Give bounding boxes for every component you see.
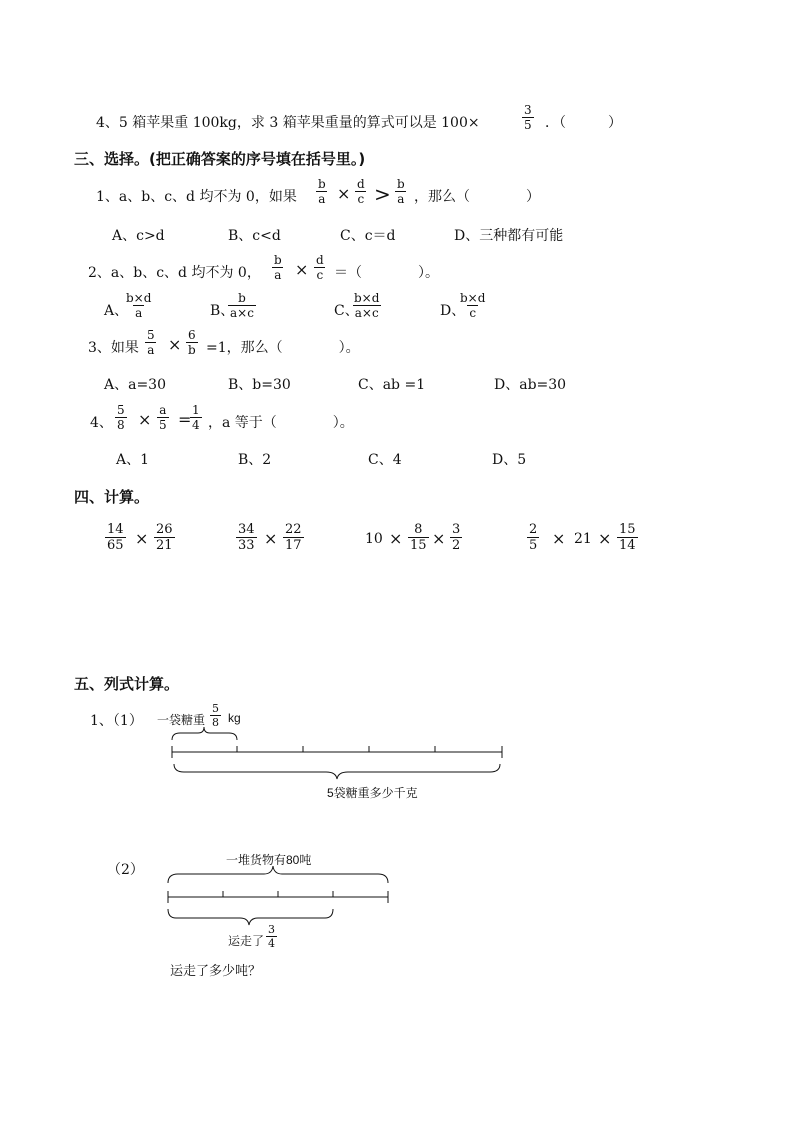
times-sign: × bbox=[389, 529, 403, 548]
choice-3-option-a[interactable]: A、a=30 bbox=[104, 377, 167, 393]
equals-sign: = bbox=[178, 410, 192, 429]
times-sign: × bbox=[135, 529, 149, 548]
choice-4-fraction-2: $\frac{a}{5}$ bbox=[159, 403, 167, 432]
greater-sign: > bbox=[374, 182, 391, 206]
problem-1-unit: kg bbox=[228, 711, 241, 725]
choice-1-option-c[interactable]: C、c＝d bbox=[340, 228, 396, 244]
times-sign: × bbox=[432, 529, 446, 548]
times-sign: × bbox=[138, 410, 152, 429]
calc-3-fraction-a: $\frac{8}{15}$ bbox=[410, 522, 427, 553]
choice-2-option-b-fraction[interactable]: $\frac{b}{a\times c}$ bbox=[230, 291, 254, 320]
choice-1-option-a[interactable]: A、c>d bbox=[112, 228, 165, 244]
choice-4-option-d[interactable]: D、5 bbox=[492, 452, 527, 468]
choice-2-option-a-fraction[interactable]: $\frac{b\times d}{a}$ bbox=[126, 291, 152, 320]
judge-item-4-answer[interactable]: ．（ ） bbox=[545, 115, 622, 131]
choice-1-option-b[interactable]: B、c<d bbox=[228, 228, 281, 244]
problem-1-top-brace bbox=[172, 727, 237, 740]
times-sign: × bbox=[337, 184, 351, 203]
choice-2-fraction-1: $\frac{b}{a}$ bbox=[274, 253, 282, 282]
choice-2-option-d-label[interactable]: D、 bbox=[440, 303, 466, 319]
choice-4-option-c[interactable]: C、4 bbox=[368, 452, 402, 468]
problem-2-question: 运走了多少吨？ bbox=[170, 963, 262, 978]
section-5-title: 五、列式计算。 bbox=[74, 675, 180, 693]
calc-1-fraction-b: $\frac{26}{21}$ bbox=[156, 522, 173, 553]
times-sign: × bbox=[295, 260, 309, 279]
problem-1-top-text: 一袋糖重 bbox=[157, 713, 206, 727]
choice-1-fraction-2: $\frac{d}{c}$ bbox=[357, 177, 365, 206]
choice-3-fraction-1: $\frac{5}{a}$ bbox=[147, 328, 155, 357]
choice-3-option-b[interactable]: B、b=30 bbox=[228, 377, 291, 393]
choice-1-option-d[interactable]: D、三种都有可能 bbox=[454, 228, 564, 244]
choice-4-option-a[interactable]: A、1 bbox=[116, 452, 150, 468]
choice-2-option-a-label[interactable]: A、 bbox=[104, 303, 129, 319]
choice-4-text: 4、 bbox=[90, 415, 113, 431]
problem-2-fraction: $\frac{3}{4}$ bbox=[268, 923, 275, 950]
calc-4-whole: 21 bbox=[574, 531, 592, 547]
choice-2-option-c-fraction[interactable]: $\frac{b\times d}{a\times c}$ bbox=[354, 291, 380, 320]
problem-2-bottom-text: 运走了 bbox=[228, 934, 265, 948]
choice-3-option-c[interactable]: C、ab =1 bbox=[358, 377, 426, 393]
calc-3-fraction-b: $\frac{3}{2}$ bbox=[452, 522, 461, 553]
choice-1-text: 1、a、b、c、d 均不为 0，如果 bbox=[96, 189, 297, 205]
problem-1-fraction: $\frac{5}{8}$ bbox=[212, 702, 219, 729]
calc-1-fraction-a: $\frac{14}{65}$ bbox=[107, 522, 124, 553]
choice-2-text: 2、a、b、c、d 均不为 0， bbox=[88, 265, 261, 281]
choice-3-tail[interactable]: =1，那么（ ）。 bbox=[206, 340, 360, 356]
problem-1-label: 1、（1） bbox=[90, 713, 143, 729]
problem-1-bottom-text: 5袋糖重多少千克 bbox=[327, 786, 418, 800]
choice-3-option-d[interactable]: D、ab=30 bbox=[494, 377, 567, 393]
choice-2-option-d-fraction[interactable]: $\frac{b\times d}{c}$ bbox=[460, 291, 486, 320]
choice-4-tail[interactable]: ，a 等于（ ）。 bbox=[208, 415, 354, 431]
choice-1-fraction-1: $\frac{b}{a}$ bbox=[318, 177, 326, 206]
choice-3-fraction-2: $\frac{6}{b}$ bbox=[188, 328, 196, 357]
section-3-title: 三、选择。(把正确答案的序号填在括号里。) bbox=[74, 150, 366, 168]
calc-4-fraction-a: $\frac{2}{5}$ bbox=[529, 522, 538, 553]
choice-2-tail[interactable]: ＝（ ）。 bbox=[334, 265, 439, 281]
times-sign: × bbox=[598, 529, 612, 548]
choice-3-text: 3、如果 bbox=[88, 340, 139, 356]
calc-3-whole: 10 bbox=[365, 531, 383, 547]
calc-2-fraction-b: $\frac{22}{17}$ bbox=[285, 522, 302, 553]
problem-2-label: （2） bbox=[107, 862, 144, 878]
problem-2-bottom-brace bbox=[168, 909, 333, 925]
judge-item-4-fraction: $\frac{3}{5}$ bbox=[524, 103, 532, 132]
problem-2-top-brace bbox=[168, 866, 388, 883]
choice-2-option-b-label[interactable]: B、 bbox=[210, 303, 235, 319]
times-sign: × bbox=[552, 529, 566, 548]
judge-item-4-text: 4、5 箱苹果重 100kg，求 3 箱苹果重量的算式可以是 100× bbox=[96, 115, 480, 131]
times-sign: × bbox=[168, 335, 182, 354]
problem-1-bottom-brace bbox=[174, 764, 500, 779]
choice-4-fraction-3: $\frac{1}{4}$ bbox=[192, 403, 200, 432]
choice-4-option-b[interactable]: B、2 bbox=[238, 452, 272, 468]
choice-4-fraction-1: $\frac{5}{8}$ bbox=[117, 403, 125, 432]
calc-4-fraction-b: $\frac{15}{14}$ bbox=[619, 522, 636, 553]
choice-2-fraction-2: $\frac{d}{c}$ bbox=[316, 253, 324, 282]
problem-2-top-text: 一堆货物有80吨 bbox=[226, 853, 312, 867]
choice-2-option-c-label[interactable]: C、 bbox=[334, 303, 359, 319]
calc-2-fraction-a: $\frac{34}{33}$ bbox=[238, 522, 255, 553]
choice-1-fraction-3: $\frac{b}{a}$ bbox=[397, 177, 405, 206]
section-4-title: 四、计算。 bbox=[74, 488, 150, 506]
choice-1-tail[interactable]: ，那么（ ） bbox=[414, 189, 540, 205]
times-sign: × bbox=[264, 529, 278, 548]
